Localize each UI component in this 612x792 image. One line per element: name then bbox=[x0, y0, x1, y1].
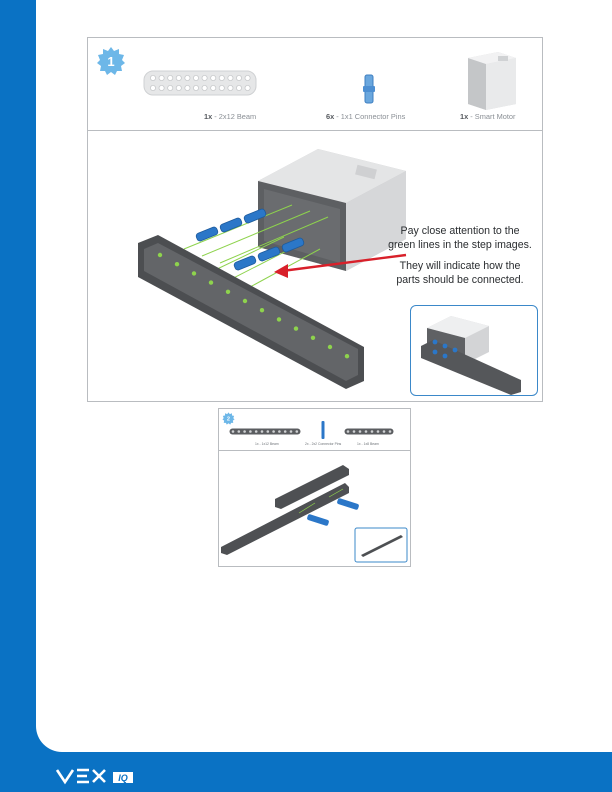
green-lines-callout bbox=[380, 225, 540, 287]
svg-text:IQ: IQ bbox=[118, 773, 128, 783]
connection-point bbox=[260, 308, 264, 312]
beam-hole bbox=[371, 430, 374, 433]
connection-point bbox=[311, 336, 315, 340]
beam-hole bbox=[193, 85, 198, 90]
beam-hole bbox=[243, 430, 246, 433]
step2-label-beam8: 1x - 1x8 Beam bbox=[357, 442, 379, 446]
connection-point bbox=[243, 299, 247, 303]
connection-point bbox=[277, 317, 281, 321]
callout-line-4: parts should be connected. bbox=[396, 273, 524, 286]
beam-hole bbox=[245, 75, 250, 80]
beam-hole bbox=[159, 75, 164, 80]
beam-hole bbox=[261, 430, 264, 433]
beam-hole bbox=[159, 85, 164, 90]
beam-hole bbox=[232, 430, 235, 433]
connection-point bbox=[345, 354, 349, 358]
step1-panel bbox=[87, 37, 543, 402]
connection-point bbox=[192, 271, 196, 275]
beam-1x12-part bbox=[229, 428, 301, 435]
svg-text:2: 2 bbox=[226, 416, 231, 423]
beam-hole bbox=[185, 75, 190, 80]
beam-hole bbox=[272, 430, 275, 433]
beam-hole bbox=[168, 85, 173, 90]
beam-2x12-part bbox=[143, 70, 257, 96]
step2-assembly-illustration bbox=[219, 451, 410, 566]
step2-badge-icon bbox=[222, 412, 235, 425]
connection-point bbox=[209, 280, 213, 284]
connection-point bbox=[294, 326, 298, 330]
beam-hole bbox=[202, 85, 207, 90]
part-label-beam: 1x - 2x12 Beam bbox=[204, 112, 257, 121]
callout-line-1: Pay close attention to the bbox=[400, 225, 520, 237]
vex-iq-logo bbox=[55, 764, 155, 786]
beam-hole bbox=[150, 85, 155, 90]
step-badge-icon bbox=[96, 46, 126, 76]
beam-hole bbox=[359, 430, 362, 433]
beam-hole bbox=[377, 430, 380, 433]
beam-hole bbox=[255, 430, 258, 433]
connector-pin-part bbox=[362, 74, 376, 104]
beam-hole bbox=[296, 430, 299, 433]
beam-hole bbox=[245, 85, 250, 90]
connection-point bbox=[175, 262, 179, 266]
beam-hole bbox=[168, 75, 173, 80]
beam-hole bbox=[211, 75, 216, 80]
beam-hole bbox=[236, 85, 241, 90]
beam-hole bbox=[176, 85, 181, 90]
beam-hole bbox=[278, 430, 281, 433]
beam-hole bbox=[219, 75, 224, 80]
callout-line-2: green lines in the step images. bbox=[388, 238, 532, 251]
beam-hole bbox=[383, 430, 386, 433]
step2-panel bbox=[218, 408, 411, 567]
beam-hole bbox=[219, 85, 224, 90]
beam-hole bbox=[228, 75, 233, 80]
step1-result-inset bbox=[410, 305, 538, 396]
beam-hole bbox=[176, 75, 181, 80]
step2-label-pins: 2x - 2x2 Connector Pins bbox=[305, 442, 342, 446]
part-label-motor: 1x - Smart Motor bbox=[460, 112, 516, 121]
beam-hole bbox=[389, 430, 392, 433]
beam-hole bbox=[236, 75, 241, 80]
svg-text:1: 1 bbox=[107, 54, 115, 69]
beam-hole bbox=[284, 430, 287, 433]
beam-hole bbox=[347, 430, 350, 433]
part-label-pins: 6x - 1x1 Connector Pins bbox=[326, 112, 406, 121]
beam-hole bbox=[193, 75, 198, 80]
beam-hole bbox=[290, 430, 293, 433]
connection-point bbox=[226, 290, 230, 294]
beam-hole bbox=[238, 430, 241, 433]
beam-hole bbox=[365, 430, 368, 433]
connector-pin-2x2-part bbox=[320, 421, 326, 439]
beam-hole bbox=[202, 75, 207, 80]
beam-1x8-part bbox=[344, 428, 394, 435]
beam-hole bbox=[353, 430, 356, 433]
beam-hole bbox=[249, 430, 252, 433]
step2-label-beam12: 1x - 1x12 Beam bbox=[255, 442, 279, 446]
callout-line-3: They will indicate how the bbox=[399, 260, 521, 272]
beam-hole bbox=[150, 75, 155, 80]
smart-motor-part bbox=[458, 48, 520, 112]
beam-hole bbox=[267, 430, 270, 433]
beam-hole bbox=[211, 85, 216, 90]
beam-hole bbox=[228, 85, 233, 90]
connection-point bbox=[328, 345, 332, 349]
connection-point bbox=[158, 253, 162, 257]
beam-hole bbox=[185, 85, 190, 90]
